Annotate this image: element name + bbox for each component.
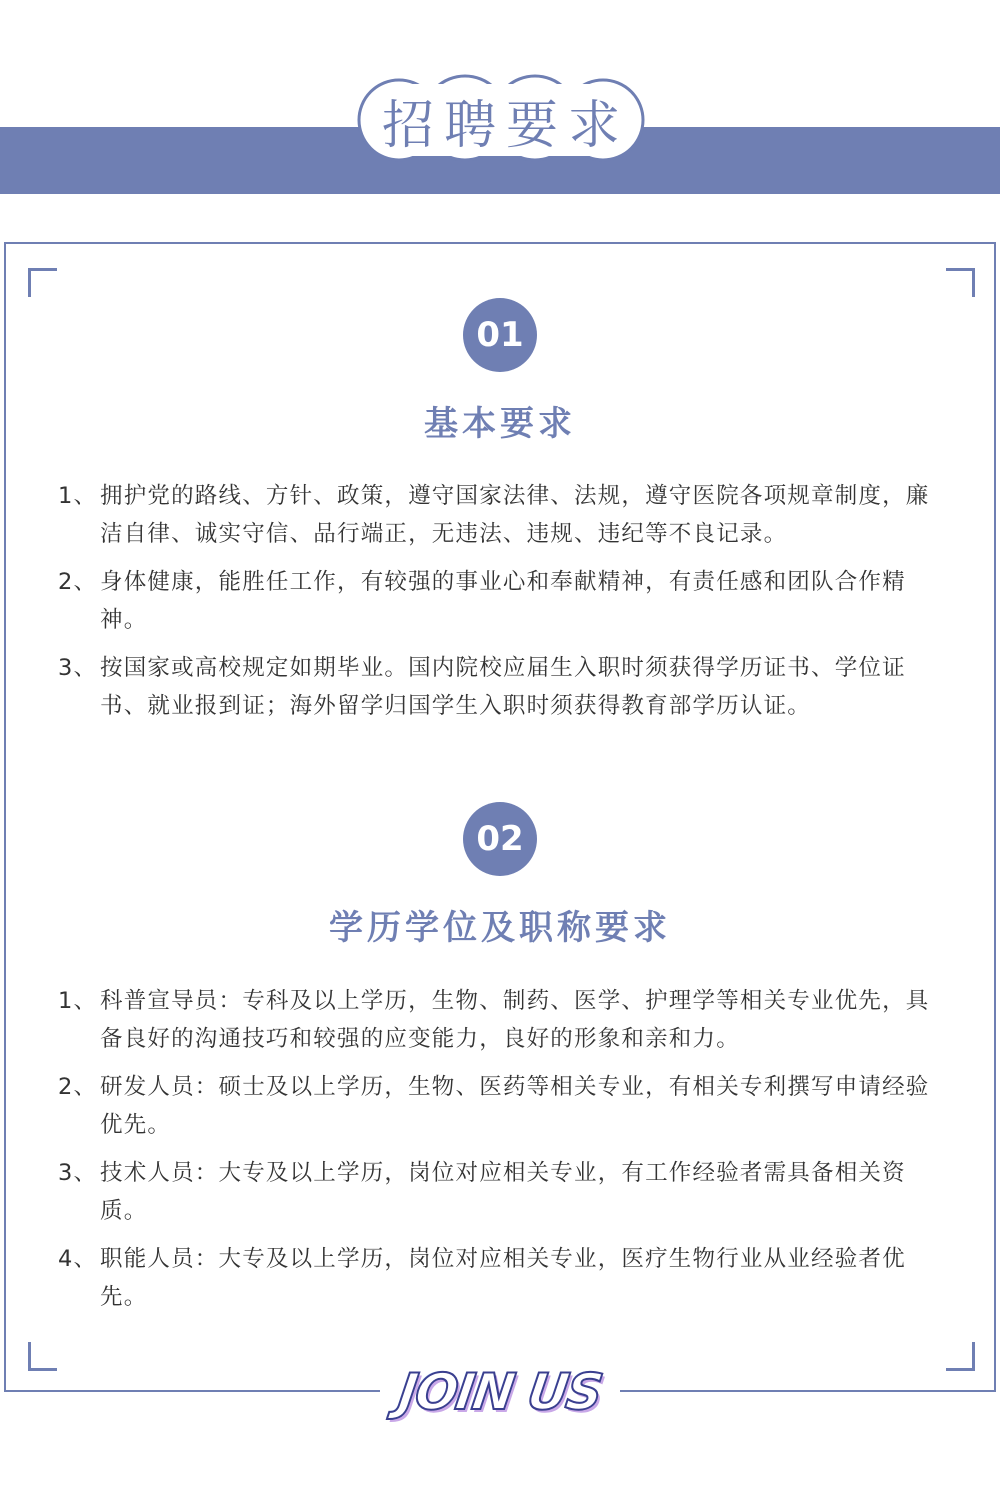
section-2-title: 学历学位及职称要求 [329,908,671,948]
item-text: 按国家或高校规定如期毕业。国内院校应届生入职时须获得学历证书、学位证书、就业报到证；海外留学归国学生入职时须获得教育部学历认证。 [100,655,906,719]
list-item [58,477,948,553]
item-text: 研发人员：硕士及以上学历，生物、医药等相关专业，有相关专利撰写申请经验优先。 [100,1074,930,1138]
item-text: 职能人员：大专及以上学历，岗位对应相关专业，医疗生物行业从业经验者优先。 [100,1246,906,1310]
section-2-number-badge: 02 [463,802,537,876]
page-title: 招聘要求 [381,95,630,156]
list-item [58,1068,948,1144]
item-text: 拥护党的路线、方针、政策，遵守国家法律、法规，遵守医院各项规章制度，廉洁自律、诚实守信、品行端正，无违法、违规、违纪等不良记录。 [100,483,930,547]
list-item [58,982,948,1058]
corner-bottom-left [28,1342,57,1371]
section-1-title: 基本要求 [424,404,576,444]
join-us-slogan: JOIN US [395,1363,605,1421]
corner-top-left [28,268,57,297]
item-text: 身体健康，能胜任工作，有较强的事业心和奉献精神，有责任感和团队合作精神。 [100,569,906,633]
list-item [58,1154,948,1230]
section-2-list [58,982,948,1326]
corner-top-right [946,268,975,297]
item-number: 1、 [58,483,98,509]
section-1-list [58,477,948,735]
item-number: 4、 [58,1246,98,1272]
list-item [58,1240,948,1316]
item-number: 2、 [58,1074,98,1100]
item-number: 3、 [58,1160,98,1186]
item-text: 科普宣导员：专科及以上学历，生物、制药、医学、护理学等相关专业优先，具备良好的沟通技巧和较强的应变能力，良好的形象和亲和力。 [100,988,930,1052]
item-text: 技术人员：大专及以上学历，岗位对应相关专业，有工作经验者需具备相关资质。 [100,1160,906,1224]
header-cloud [355,72,647,168]
item-number: 2、 [58,569,98,595]
footer-slogan-wrap [380,1352,620,1432]
list-item [58,563,948,639]
section-1-number-badge: 01 [463,298,537,372]
list-item [58,649,948,725]
corner-bottom-right [946,1342,975,1371]
item-number: 3、 [58,655,98,681]
item-number: 1、 [58,988,98,1014]
